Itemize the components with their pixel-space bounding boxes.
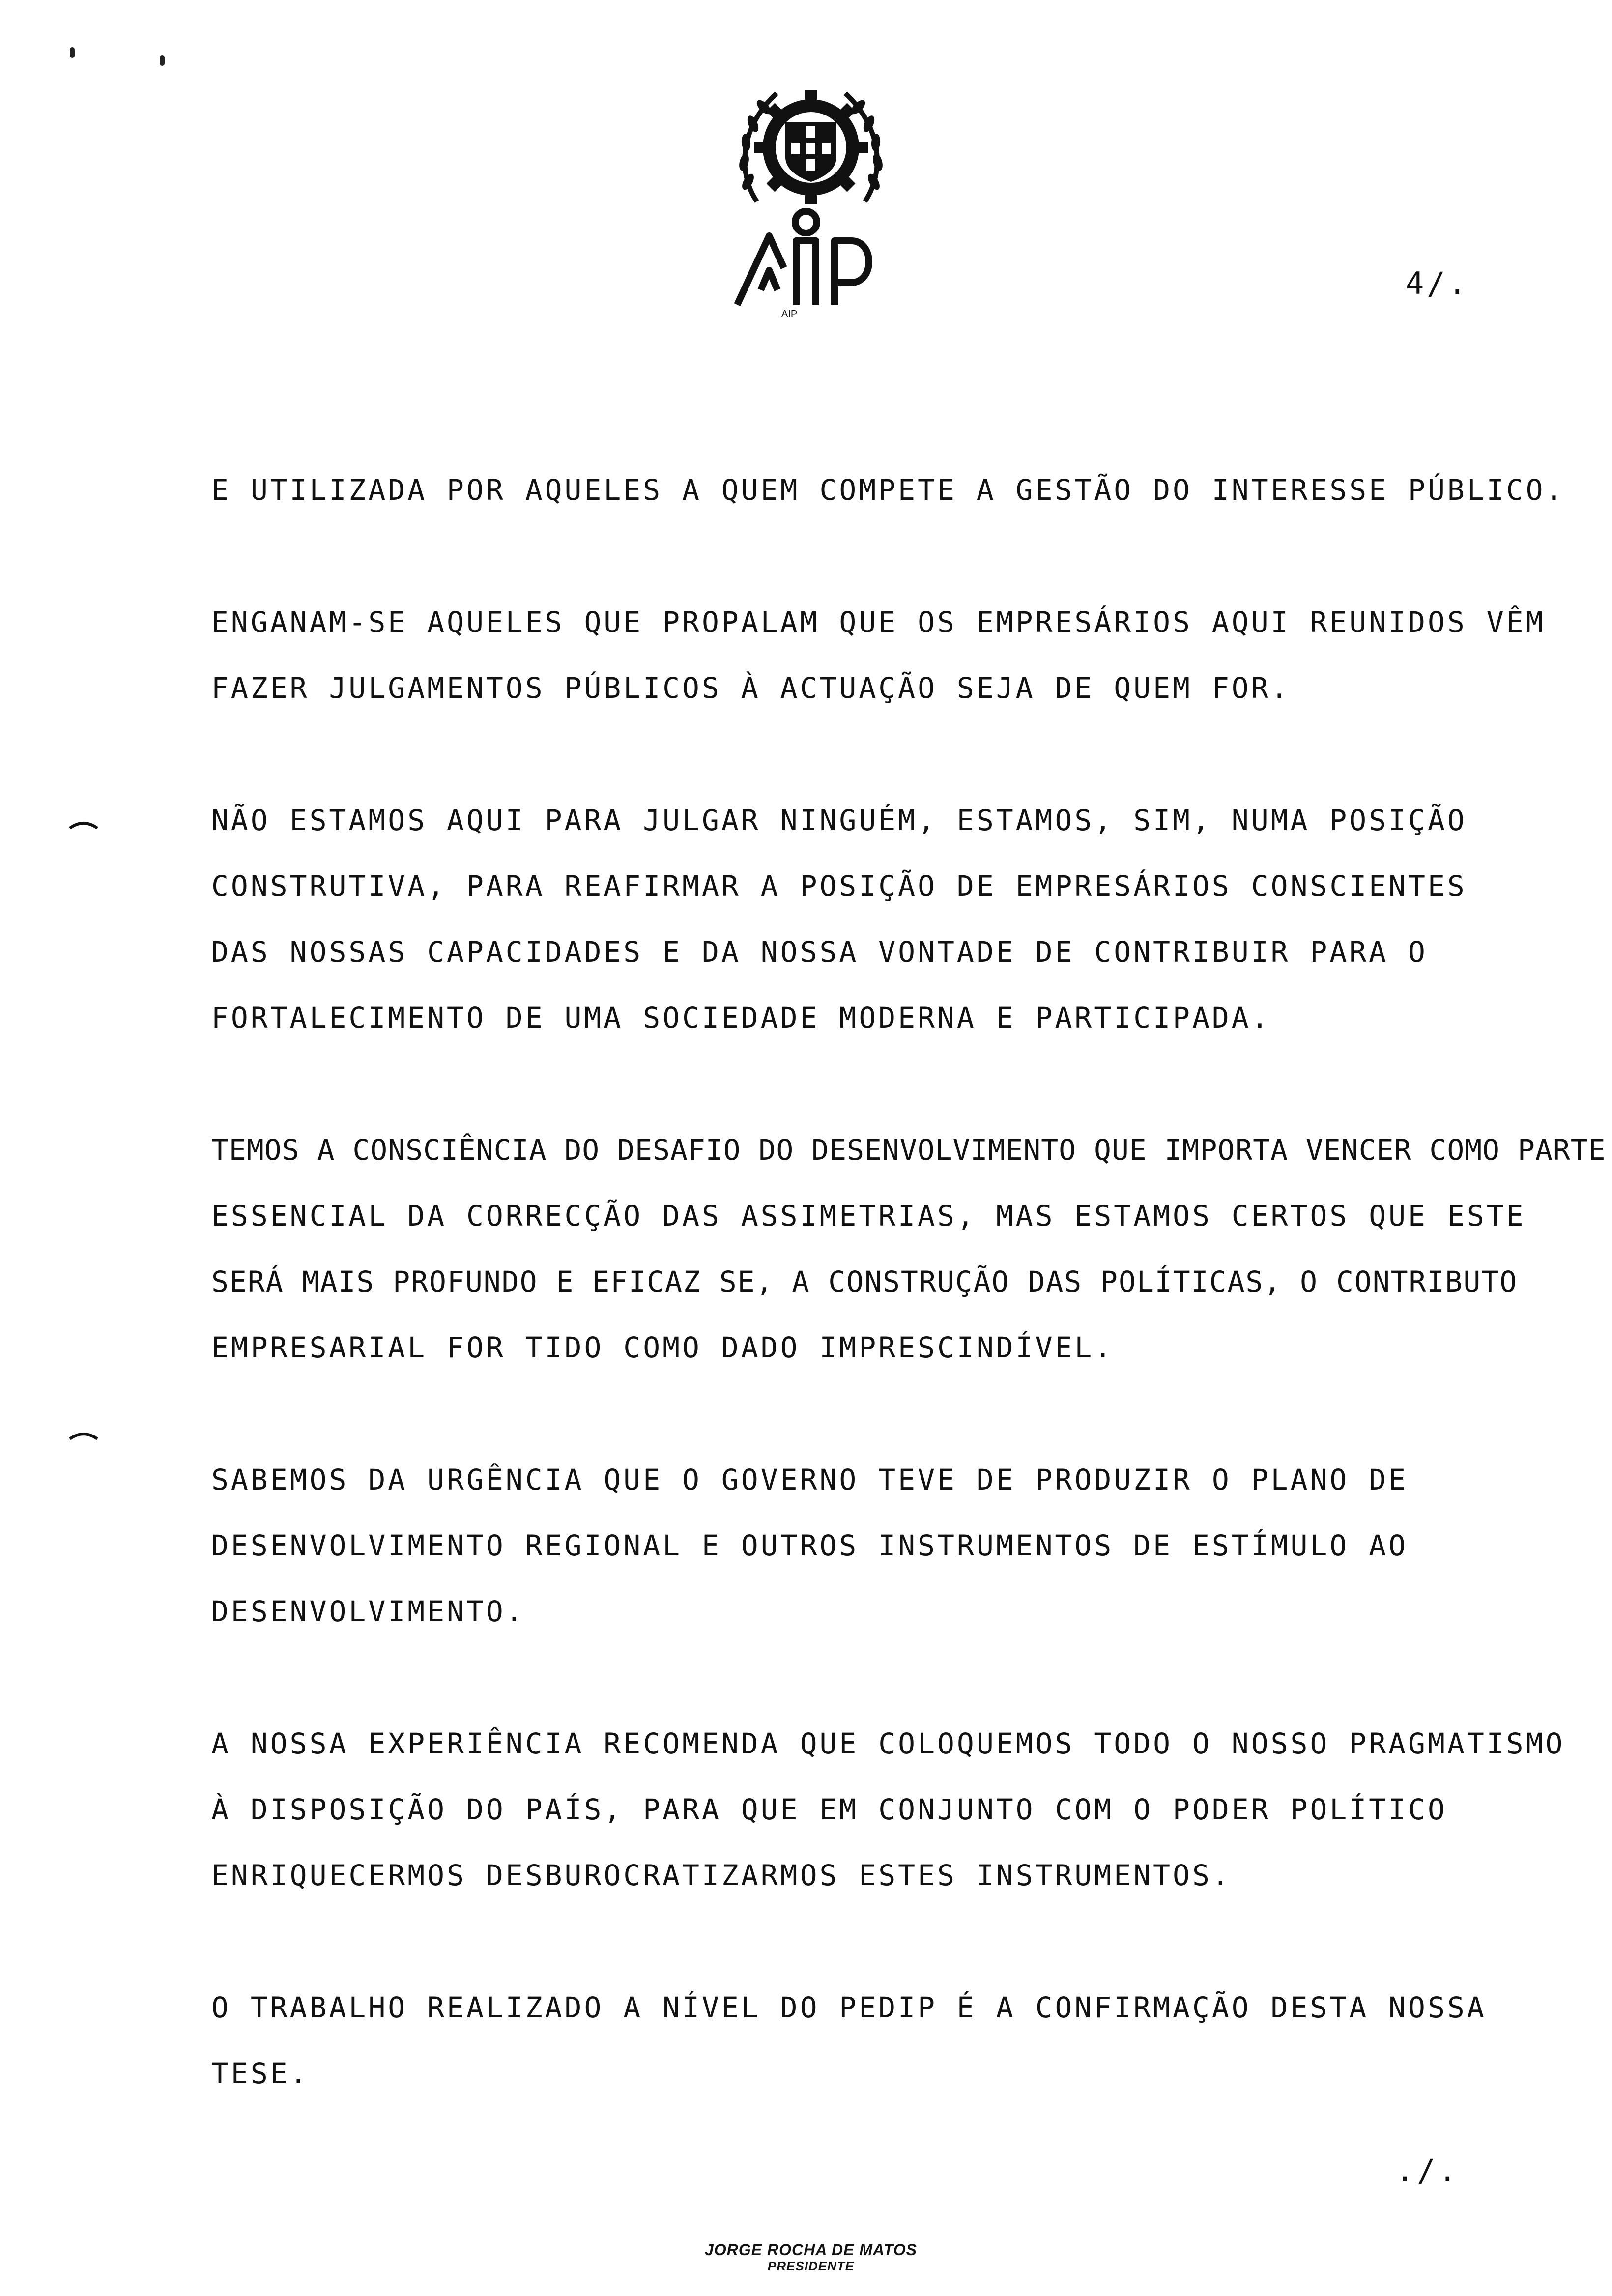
text-line: TESE. <box>211 2057 310 2090</box>
paragraph <box>211 1117 1606 1380</box>
paragraph <box>211 1975 1597 2106</box>
signature-block <box>639 2241 983 2273</box>
margin-mark <box>69 818 98 829</box>
text-line: O TRABALHO REALIZADO A NÍVEL DO PEDIP É A CONFIRMAÇÃO DESTA NOSSA <box>211 1991 1487 2024</box>
text-line: ESSENCIAL DA CORRECÇÃO DAS ASSIMETRIAS, MAS ESTAMOS CERTOS QUE ESTE <box>211 1199 1526 1233</box>
text-line: NÃO ESTAMOS AQUI PARA JULGAR NINGUÉM, ESTAMOS, SIM, NUMA POSIÇÃO <box>211 804 1467 837</box>
text-line: TEMOS A CONSCIÊNCIA DO DESAFIO DO DESENVOLVIMENTO QUE IMPORTA VENCER COMO PARTE <box>211 1133 1606 1167</box>
text-line: À DISPOSIÇÃO DO PAÍS, PARA QUE EM CONJUNTO COM O PODER POLÍTICO <box>211 1793 1447 1826</box>
paragraph <box>211 1447 1597 1644</box>
letter-body <box>211 457 1606 2173</box>
text-line: FAZER JULGAMENTOS PÚBLICOS À ACTUAÇÃO SEJA DE QUEM FOR. <box>211 671 1291 705</box>
margin-mark <box>69 1429 98 1440</box>
scan-speck <box>160 55 165 66</box>
text-line: SABEMOS DA URGÊNCIA QUE O GOVERNO TEVE DE PRODUZIR O PLANO DE <box>211 1463 1409 1496</box>
paragraph <box>211 457 1597 523</box>
text-line: SERÁ MAIS PROFUNDO E EFICAZ SE, A CONSTRUÇÃO DAS POLÍTICAS, O CONTRIBUTO <box>211 1265 1518 1298</box>
page-number: 4/. <box>1406 265 1469 301</box>
scan-speck <box>70 47 75 58</box>
text-line: ENRIQUECERMOS DESBUROCRATIZARMOS ESTES INSTRUMENTOS. <box>211 1859 1232 1892</box>
logo-text: AIP <box>781 309 798 319</box>
aip-emblem-icon <box>722 74 899 319</box>
text-line: EMPRESARIAL FOR TIDO COMO DADO IMPRESCINDÍVEL. <box>211 1331 1114 1364</box>
signature-title: PRESIDENTE <box>767 2259 855 2273</box>
paragraph <box>211 787 1597 1051</box>
text-line: CONSTRUTIVA, PARA REAFIRMAR A POSIÇÃO DE EMPRESÁRIOS CONSCIENTES <box>211 869 1467 903</box>
text-line: FORTALECIMENTO DE UMA SOCIEDADE MODERNA E PARTICIPADA. <box>211 1001 1271 1034</box>
text-line: DESENVOLVIMENTO. <box>211 1595 525 1628</box>
continuation-mark: ./. <box>1396 2152 1460 2188</box>
text-line: DESENVOLVIMENTO REGIONAL E OUTROS INSTRUMENTOS DE ESTÍMULO AO <box>211 1529 1409 1562</box>
text-line: ENGANAM-SE AQUELES QUE PROPALAM QUE OS EMPRESÁRIOS AQUI REUNIDOS VÊM <box>211 605 1546 639</box>
text-line: DAS NOSSAS CAPACIDADES E DA NOSSA VONTADE DE CONTRIBUIR PARA O <box>211 935 1428 969</box>
text-line: A NOSSA EXPERIÊNCIA RECOMENDA QUE COLOQUEMOS TODO O NOSSO PRAGMATISMO <box>211 1727 1565 1760</box>
text-line: E UTILIZADA POR AQUELES A QUEM COMPETE A GESTÃO DO INTERESSE PÚBLICO. <box>211 473 1565 507</box>
signature-name: JORGE ROCHA DE MATOS <box>705 2241 917 2259</box>
paragraph <box>211 589 1597 721</box>
paragraph <box>211 1711 1597 1908</box>
